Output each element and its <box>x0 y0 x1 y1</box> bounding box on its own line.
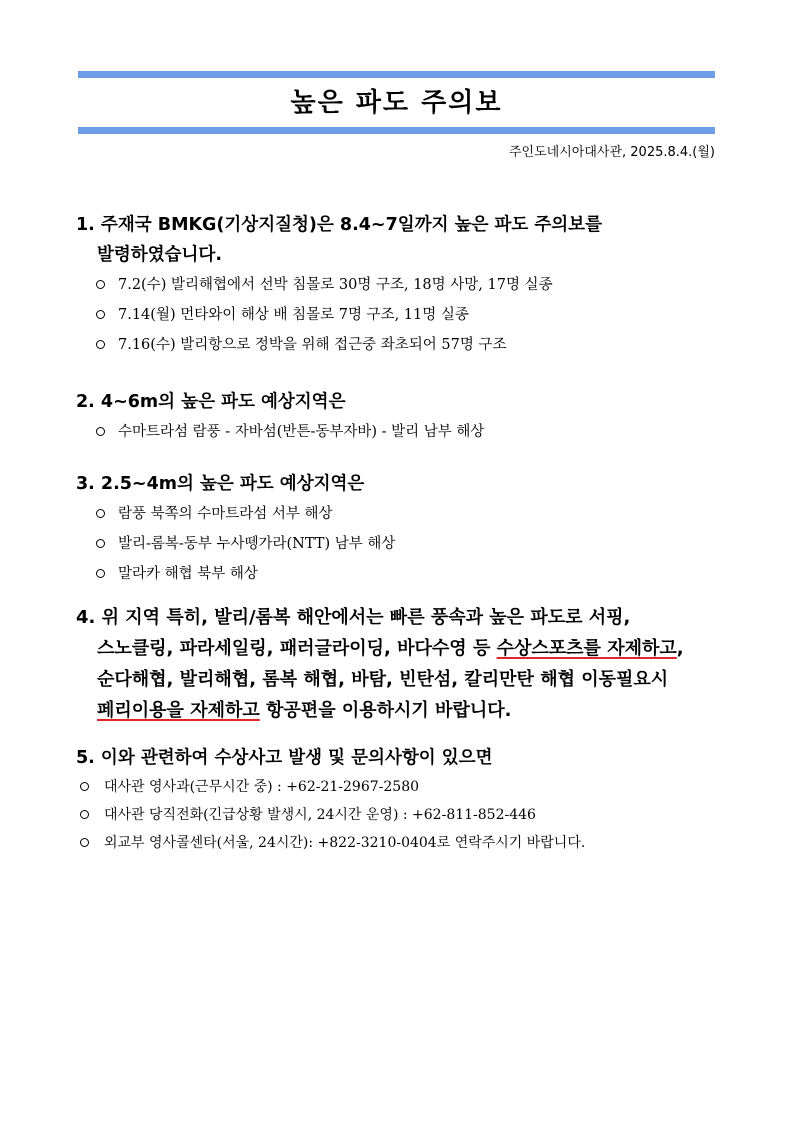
bullet-item <box>76 773 585 801</box>
bullet-item <box>76 529 395 559</box>
circle-bullet-icon <box>80 782 89 791</box>
circle-bullet-icon <box>80 838 89 847</box>
bullet-item <box>76 801 585 829</box>
circle-bullet-icon <box>96 310 105 319</box>
document-title: 높은 파도 주의보 <box>290 88 503 118</box>
section-heading: 2. 4~6m의 높은 파도 예상지역은 <box>76 392 346 412</box>
bullet-item <box>76 270 602 300</box>
circle-bullet-icon <box>96 427 105 436</box>
bullet-text: 수마트라섬 람풍 - 자바섬(반튼-동부자바) - 발리 남부 해상 <box>118 424 485 440</box>
title-bottom-rule <box>78 127 715 134</box>
bullet-item <box>76 829 585 857</box>
section-heading: 4. 위 지역 특히, 발리/롬복 해안에서는 빠른 풍속과 높은 파도로 서핑, <box>76 607 631 628</box>
section-heading-continued: 스노클링, 파라세일링, 패러글라이딩, 바다수영 등 수상스포츠를 자제하고, <box>97 638 684 659</box>
issuer-dateline: 주인도네시아대사관, 2025.8.4.(월) <box>508 145 715 160</box>
bullet-text: 말라카 해협 북부 해상 <box>118 566 258 582</box>
bullet-text: 람풍 북쪽의 수마트라섬 서부 해상 <box>118 506 333 522</box>
bullet-item <box>76 417 484 447</box>
bullet-text: 대사관 당직전화(긴급상황 발생시, 24시간 운영) : +62-811-852-446 <box>104 807 536 823</box>
section-4 <box>76 602 684 726</box>
circle-bullet-icon <box>96 340 105 349</box>
circle-bullet-icon <box>96 509 105 518</box>
bullet-item <box>76 559 395 589</box>
bullet-text: 대사관 영사과(근무시간 중) : +62-21-2967-2580 <box>104 779 420 795</box>
section-heading: 5. 이와 관련하여 수상사고 발생 및 문의사항이 있으면 <box>76 748 493 768</box>
bullet-item <box>76 499 395 529</box>
section-heading: 3. 2.5~4m의 높은 파도 예상지역은 <box>76 474 365 494</box>
bullet-text: 7.14(월) 먼타와이 해상 배 침몰로 7명 구조, 11명 실종 <box>118 307 469 323</box>
section-heading: 1. 주재국 BMKG(기상지질청)은 8.4~7일까지 높은 파도 주의보를 <box>76 215 602 235</box>
bullet-text: 외교부 영사콜센타(서울, 24시간): +822-3210-0404로 연락주시기 바랍니다. <box>104 835 586 851</box>
section-5 <box>76 743 585 857</box>
circle-bullet-icon <box>96 539 105 548</box>
circle-bullet-icon <box>80 810 89 819</box>
bullet-item <box>76 330 602 360</box>
bullet-text: 7.2(수) 발리해협에서 선박 침몰로 30명 구조, 18명 사망, 17명 실종 <box>118 277 553 293</box>
section-1 <box>76 210 602 360</box>
title-top-rule <box>78 71 715 78</box>
underlined-emphasis: 수상스포츠를 자제하고 <box>496 638 677 659</box>
section-2 <box>76 387 484 447</box>
section-heading-continued: 페리이용을 자제하고 항공편을 이용하시기 바랍니다. <box>97 700 512 721</box>
bullet-text: 발리-롬복-동부 누사뗑가라(NTT) 남부 해상 <box>118 536 396 552</box>
circle-bullet-icon <box>96 280 105 289</box>
section-heading-continued: 순다해협, 발리해협, 롬복 해협, 바탐, 빈탄섬, 칼리만탄 해협 이동필요시 <box>97 669 669 690</box>
section-heading-continued: 발령하였습니다. <box>97 245 222 265</box>
section-3 <box>76 469 395 589</box>
circle-bullet-icon <box>96 569 105 578</box>
bullet-item <box>76 300 602 330</box>
underlined-emphasis: 페리이용을 자제하고 <box>97 700 260 721</box>
bullet-text: 7.16(수) 발리항으로 정박을 위해 접근중 좌초되어 57명 구조 <box>118 337 507 353</box>
